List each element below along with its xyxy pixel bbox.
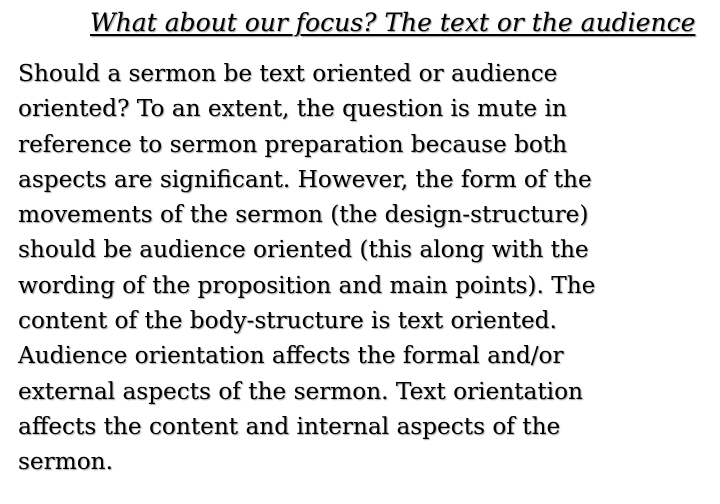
- body-line: reference to sermon preparation because both: [18, 130, 568, 158]
- slide-body-text: [18, 56, 718, 480]
- body-line: external aspects of the sermon. Text orientation: [18, 377, 583, 405]
- body-line: Audience orientation affects the formal and/or: [18, 342, 564, 370]
- body-line: affects the content and internal aspects of the: [18, 412, 561, 440]
- body-line: aspects are significant. However, the form of the: [18, 165, 592, 193]
- slide-title: What about our focus? The text or the audience: [90, 8, 696, 37]
- body-line: Should a sermon be text oriented or audience: [18, 60, 558, 87]
- body-line: sermon.: [18, 448, 113, 476]
- body-line: movements of the sermon (the design-structure): [18, 201, 589, 229]
- body-line: oriented? To an extent, the question is mute in: [18, 95, 567, 123]
- body-line: wording of the proposition and main points). The: [18, 271, 596, 299]
- body-line: should be audience oriented (this along with the: [18, 236, 589, 264]
- body-line: content of the body-structure is text oriented.: [18, 307, 557, 335]
